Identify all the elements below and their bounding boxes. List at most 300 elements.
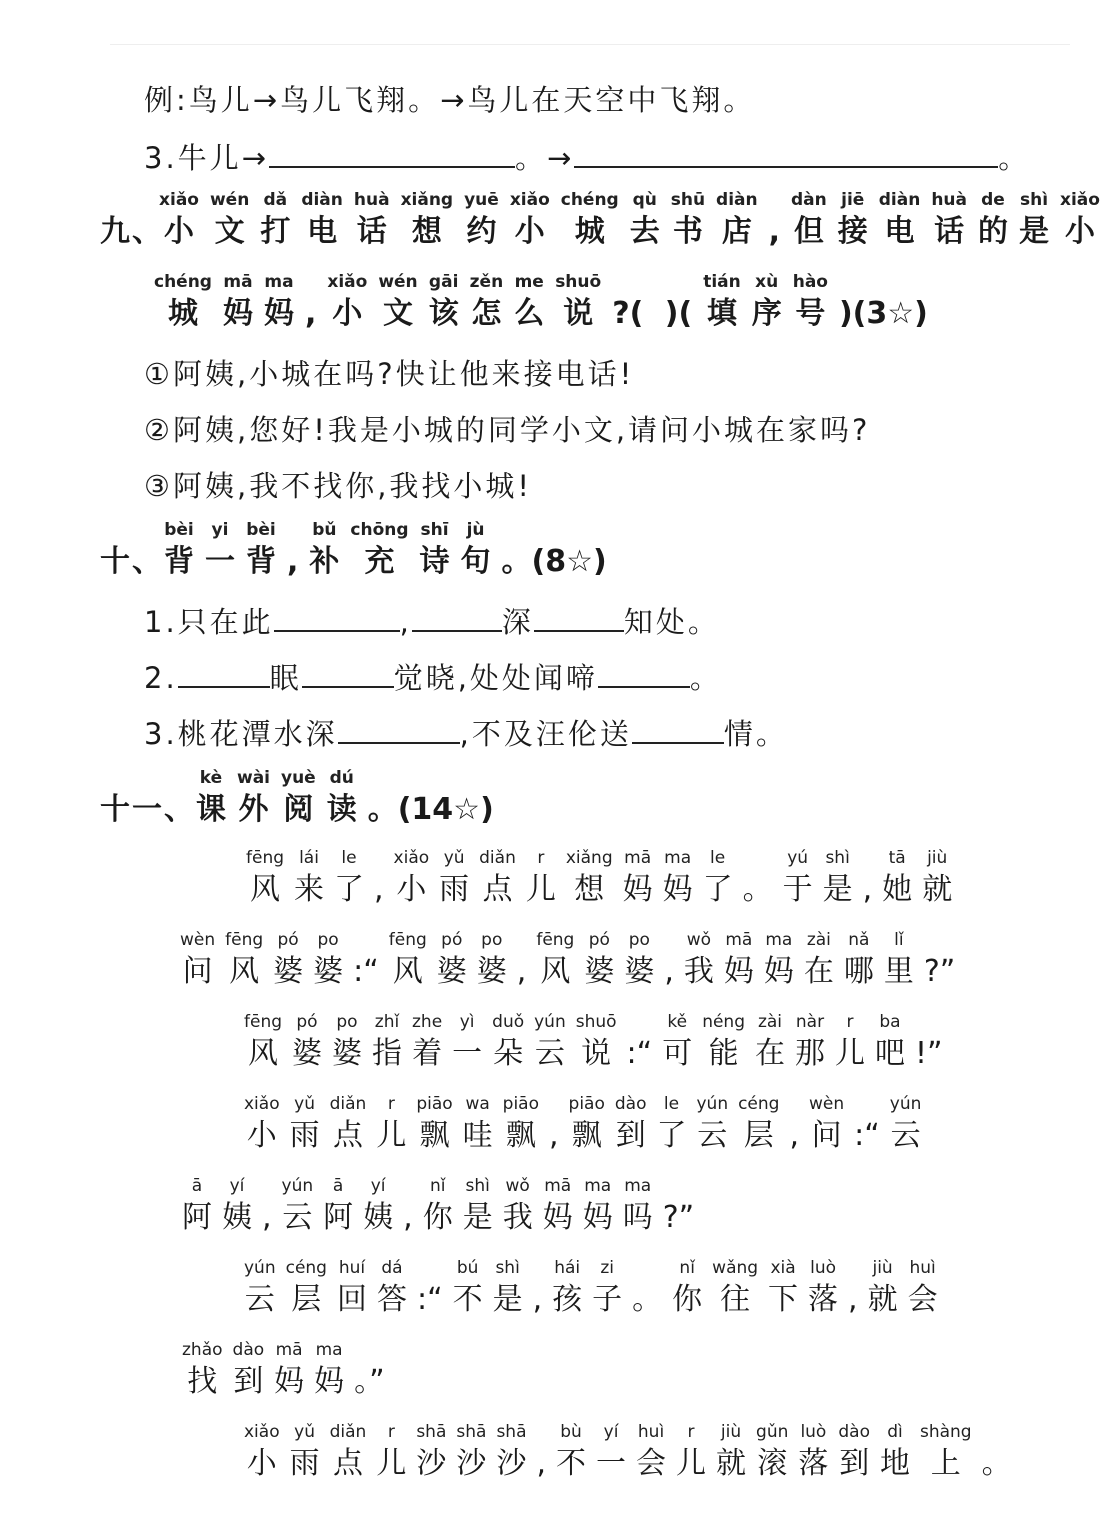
hanzi: 哇 [462, 1118, 493, 1153]
poem-line-3 [144, 712, 788, 753]
poem-text: 眠 [269, 661, 302, 695]
hanzi: 读 [326, 792, 357, 827]
hanzi: 么 [514, 296, 545, 331]
pinyin: jiù [922, 848, 953, 868]
pinyin [537, 1422, 547, 1446]
hanzi-with-pinyin [1060, 190, 1100, 249]
hanzi-with-pinyin [703, 272, 741, 331]
punctuation [517, 954, 527, 989]
hanzi: 你 [672, 1282, 703, 1317]
hanzi: 沙 [496, 1446, 527, 1481]
punctuation [417, 1282, 443, 1317]
pinyin [305, 272, 316, 296]
pinyin: shū [670, 190, 706, 210]
hanzi: , [664, 954, 674, 989]
hanzi-with-pinyin [662, 848, 693, 907]
pinyin: yún [281, 1176, 314, 1196]
punctuation [354, 1364, 385, 1399]
hanzi: 雨 [439, 872, 470, 907]
hanzi-with-pinyin [246, 848, 285, 907]
hanzi-with-pinyin [672, 1258, 703, 1317]
pinyin: shā [496, 1422, 527, 1442]
hanzi-with-pinyin [560, 190, 619, 249]
hanzi-with-pinyin [514, 272, 545, 331]
pinyin: fēng [244, 1012, 283, 1032]
hanzi: 落 [808, 1282, 839, 1317]
hanzi: 。 [981, 1446, 1012, 1481]
pinyin: luò [798, 1422, 829, 1442]
answer-blank[interactable] [574, 142, 998, 168]
answer-blank[interactable] [269, 142, 515, 168]
hanzi-with-pinyin [919, 1422, 972, 1481]
hanzi: 妈 [723, 954, 754, 989]
hanzi-with-pinyin [837, 190, 868, 249]
hanzi-with-pinyin [154, 272, 212, 331]
hanzi-with-pinyin [292, 1012, 322, 1071]
punctuation [549, 1118, 559, 1153]
hanzi-with-pinyin [237, 768, 271, 827]
answer-blank[interactable] [534, 606, 624, 632]
hanzi: , [304, 296, 317, 331]
pinyin [368, 768, 494, 792]
pinyin: piāo [568, 1094, 605, 1114]
hanzi-with-pinyin [372, 1012, 402, 1071]
hanzi-with-pinyin [875, 1012, 905, 1071]
pinyin: gǔn [756, 1422, 789, 1442]
hanzi: 风 [225, 954, 264, 989]
hanzi-with-pinyin [222, 272, 253, 331]
hanzi: 了 [702, 872, 733, 907]
hanzi-with-pinyin [273, 930, 304, 989]
hanzi-with-pinyin [428, 272, 459, 331]
hanzi: 着 [412, 1036, 443, 1071]
hanzi: 不 [556, 1446, 587, 1481]
pinyin: ma [662, 848, 693, 868]
hanzi-with-pinyin [883, 930, 914, 989]
pinyin: me [514, 272, 545, 292]
pinyin: xiǎng [400, 190, 454, 210]
answer-blank[interactable] [274, 606, 400, 632]
pinyin: wèn [180, 930, 216, 950]
pinyin: r [376, 1094, 407, 1114]
hanzi-with-pinyin [439, 848, 470, 907]
hanzi-with-pinyin [636, 1422, 667, 1481]
pinyin: bèi [164, 520, 194, 540]
pinyin: diǎn [479, 848, 516, 868]
pinyin: fēng [536, 930, 575, 950]
pinyin: zài [755, 1012, 785, 1032]
pinyin: yún [534, 1012, 566, 1032]
poem-text: 知处。 [623, 605, 720, 639]
hanzi-with-pinyin [469, 272, 504, 331]
hanzi-with-pinyin [378, 272, 418, 331]
hanzi-with-pinyin [326, 768, 357, 827]
hanzi-with-pinyin [363, 1176, 394, 1235]
pinyin [632, 1258, 662, 1282]
q3-start: 3.牛儿→ [144, 141, 269, 175]
hanzi-with-pinyin [323, 1176, 354, 1235]
pinyin: yún [889, 1094, 922, 1114]
hanzi-with-pinyin [289, 1094, 320, 1153]
hanzi-with-pinyin [180, 930, 216, 989]
hanzi-with-pinyin [476, 930, 507, 989]
hanzi: 她 [882, 872, 913, 907]
hanzi-with-pinyin [596, 1422, 627, 1481]
answer-blank[interactable] [412, 606, 502, 632]
hanzi: 雨 [289, 1446, 320, 1481]
pinyin: zài [803, 930, 834, 950]
question-3 [144, 136, 1030, 177]
pinyin: r [676, 1422, 707, 1442]
pinyin: yǔ [289, 1094, 320, 1114]
hanzi-with-pinyin [313, 930, 344, 989]
pinyin: po [476, 930, 507, 950]
hanzi-with-pinyin [376, 1094, 407, 1153]
hanzi-with-pinyin [907, 1258, 938, 1317]
hanzi: 地 [879, 1446, 910, 1481]
answer-blank[interactable] [302, 662, 394, 688]
hanzi: 电 [301, 214, 343, 249]
hanzi-with-pinyin [670, 190, 706, 249]
hanzi-with-pinyin [182, 1340, 223, 1399]
pinyin: yí [596, 1422, 627, 1442]
pinyin: yi [205, 520, 235, 540]
hanzi-with-pinyin [509, 190, 550, 249]
pinyin: yí [222, 1176, 252, 1196]
hanzi: 你 [422, 1200, 453, 1235]
pinyin: wǒ [502, 1176, 533, 1196]
hanzi: :“ [353, 954, 379, 989]
hanzi: 补 [309, 544, 340, 579]
hanzi-with-pinyin [285, 1258, 327, 1317]
hanzi: 朵 [492, 1036, 525, 1071]
hanzi-with-pinyin [525, 848, 556, 907]
pinyin: yuē [464, 190, 499, 210]
hanzi: !” [915, 1036, 943, 1071]
hanzi: 雨 [289, 1118, 320, 1153]
hanzi: 云 [281, 1200, 314, 1235]
hanzi: 点 [479, 872, 516, 907]
hanzi: 儿 [676, 1446, 707, 1481]
pinyin: zi [592, 1258, 623, 1278]
option-2[interactable]: ②阿姨,您好!我是小城的同学小文,请问小城在家吗? [144, 413, 871, 447]
pinyin [549, 1094, 559, 1118]
hanzi: 约 [464, 214, 499, 249]
pinyin: kè [196, 768, 226, 788]
pinyin: nǎ [843, 930, 874, 950]
hanzi-with-pinyin [209, 190, 250, 249]
pinyin: wǒ [683, 930, 714, 950]
hanzi-with-pinyin [822, 848, 853, 907]
pinyin: piāo [416, 1094, 453, 1114]
hanzi-with-pinyin [294, 848, 324, 907]
hanzi-with-pinyin [263, 272, 294, 331]
hanzi-with-pinyin [568, 1094, 605, 1153]
pinyin: xiǎo [159, 190, 199, 210]
hanzi: 不 [452, 1282, 483, 1317]
hanzi-with-pinyin [244, 1422, 280, 1481]
hanzi-with-pinyin [716, 190, 758, 249]
hanzi-with-pinyin [309, 520, 340, 579]
hanzi: 妈 [763, 954, 794, 989]
pinyin: huí [336, 1258, 367, 1278]
hanzi: 我 [683, 954, 714, 989]
hanzi-with-pinyin [289, 1422, 320, 1481]
hanzi: 点 [329, 1446, 367, 1481]
pinyin: kě [662, 1012, 693, 1032]
hanzi: 话 [931, 214, 967, 249]
hanzi: 小 [244, 1118, 280, 1153]
pinyin [654, 272, 692, 296]
example-sentence: 例:鸟儿→鸟儿飞翔。→鸟儿在天空中飞翔。 [144, 83, 756, 117]
hanzi: 往 [712, 1282, 759, 1317]
hanzi: 婆 [436, 954, 467, 989]
hanzi-with-pinyin [422, 1176, 453, 1235]
hanzi: 妈 [274, 1364, 305, 1399]
pinyin: céng [738, 1094, 780, 1114]
hanzi-with-pinyin [662, 1012, 693, 1071]
hanzi-with-pinyin [696, 1094, 729, 1153]
option-3[interactable]: ③阿姨,我不找你,我找小城! [144, 469, 533, 503]
hanzi: 城 [560, 214, 619, 249]
hanzi: :“ [854, 1118, 880, 1153]
hanzi-with-pinyin [556, 1422, 587, 1481]
section-9-line-1 [100, 190, 1111, 250]
hanzi: 婆 [476, 954, 507, 989]
hanzi: 文 [209, 214, 250, 249]
hanzi-with-pinyin [244, 1012, 283, 1071]
pinyin: yún [696, 1094, 729, 1114]
hanzi: :“ [416, 1282, 443, 1317]
pinyin: fēng [388, 930, 427, 950]
pinyin: chōng [350, 520, 409, 540]
pinyin: bù [556, 1422, 587, 1442]
pinyin: xiǎo [327, 272, 368, 292]
hanzi-with-pinyin [244, 1094, 280, 1153]
hanzi: 。 [742, 872, 773, 907]
pinyin [664, 930, 674, 954]
hanzi-with-pinyin [809, 1094, 845, 1153]
hanzi: , [848, 1282, 858, 1317]
answer-blank[interactable] [598, 662, 690, 688]
hanzi: 妈 [314, 1364, 345, 1399]
hanzi-with-pinyin [889, 1094, 922, 1153]
pinyin: mā [274, 1340, 305, 1360]
poem-text: 情。 [723, 717, 788, 751]
hanzi-with-pinyin [622, 848, 653, 907]
hanzi: 风 [244, 1036, 282, 1071]
hanzi: 于 [782, 872, 813, 907]
hanzi: 找 [182, 1364, 223, 1399]
pinyin [287, 520, 298, 544]
hanzi: 妈 [542, 1200, 573, 1235]
pinyin: shì [1019, 190, 1049, 210]
hanzi-with-pinyin [882, 848, 913, 907]
pinyin: huà [353, 190, 390, 210]
hanzi: 小 [327, 296, 368, 331]
hanzi: , [516, 954, 527, 989]
poem-text: 2. [144, 661, 178, 695]
pinyin: jiē [837, 190, 868, 210]
pinyin [502, 520, 607, 544]
pinyin: lǐ [883, 930, 914, 950]
hanzi: 到 [614, 1118, 647, 1153]
pinyin: yì [452, 1012, 483, 1032]
poem-text: 3.桃花潭水深 [144, 717, 338, 751]
q3-mid: 。→ [514, 141, 575, 175]
pinyin: bèi [246, 520, 276, 540]
pinyin [924, 930, 955, 954]
hanzi-with-pinyin [584, 930, 615, 989]
pinyin: pó [273, 930, 304, 950]
passage-line [246, 848, 962, 908]
pinyin: mā [222, 272, 253, 292]
hanzi-with-pinyin [763, 930, 794, 989]
pinyin: lái [294, 848, 324, 868]
pinyin: nǐ [422, 1176, 453, 1196]
hanzi: 说 [555, 296, 602, 331]
pinyin: wa [462, 1094, 493, 1114]
hanzi: 飘 [568, 1118, 605, 1153]
poem-text: 。 [689, 661, 722, 695]
hanzi: )(3☆) [838, 296, 928, 331]
punctuation [262, 1200, 272, 1235]
answer-blank[interactable] [338, 718, 460, 744]
hanzi-with-pinyin [702, 848, 733, 907]
pinyin: nàr [795, 1012, 825, 1032]
pinyin: dào [838, 1422, 870, 1442]
hanzi-with-pinyin [922, 848, 953, 907]
hanzi-with-pinyin [552, 1258, 583, 1317]
pinyin: r [525, 848, 556, 868]
pinyin [627, 1012, 653, 1036]
punctuation [982, 1446, 1012, 1481]
pinyin: le [656, 1094, 687, 1114]
hanzi: 妈 [662, 872, 693, 907]
pinyin: luò [808, 1258, 839, 1278]
hanzi-with-pinyin [502, 1094, 539, 1153]
poem-text: 1.只在此 [144, 605, 274, 639]
hanzi-with-pinyin [400, 190, 454, 249]
pinyin [743, 848, 773, 872]
pinyin: ā [323, 1176, 354, 1196]
hanzi: 风 [536, 954, 575, 989]
hanzi: :“ [626, 1036, 653, 1071]
pinyin: jiù [867, 1258, 898, 1278]
option-1[interactable]: ①阿姨,小城在吗?快让他来接电话! [144, 357, 635, 391]
pinyin: shī [419, 520, 450, 540]
hanzi: , [549, 1118, 559, 1153]
hanzi-with-pinyin [492, 1012, 525, 1071]
hanzi: , [262, 1200, 272, 1235]
pinyin: nǐ [672, 1258, 703, 1278]
punctuation [368, 792, 494, 827]
hanzi-with-pinyin [159, 190, 199, 249]
pinyin [354, 1340, 385, 1364]
hanzi-with-pinyin [225, 930, 264, 989]
hanzi: 号 [792, 296, 828, 331]
passage-line [244, 1422, 1022, 1482]
hanzi: 就 [922, 872, 953, 907]
pinyin: mā [542, 1176, 573, 1196]
pinyin: wén [378, 272, 418, 292]
hanzi: 到 [232, 1364, 265, 1399]
hanzi-with-pinyin [624, 930, 655, 989]
hanzi: 小 [244, 1446, 280, 1481]
hanzi: 一 [452, 1036, 483, 1071]
hanzi-with-pinyin [755, 1012, 785, 1071]
hanzi: 该 [428, 296, 459, 331]
pinyin: ma [622, 1176, 653, 1196]
pinyin [612, 272, 643, 296]
passage-line [244, 1258, 948, 1318]
hanzi-with-pinyin [756, 1422, 789, 1481]
hanzi: 到 [838, 1446, 870, 1481]
hanzi: 小 [509, 214, 550, 249]
hanzi: 飘 [502, 1118, 539, 1153]
punctuation [287, 544, 298, 579]
pinyin [353, 930, 379, 954]
hanzi: 儿 [376, 1446, 407, 1481]
hanzi: , [536, 1446, 547, 1481]
hanzi-with-pinyin [388, 930, 427, 989]
hanzi-with-pinyin [496, 1422, 527, 1481]
hanzi-with-pinyin [555, 272, 602, 331]
hanzi: 一 [205, 544, 235, 579]
punctuation [403, 1200, 413, 1235]
pinyin [769, 190, 780, 214]
hanzi-with-pinyin [260, 190, 291, 249]
hanzi: 课 [196, 792, 226, 827]
pinyin: zhǐ [372, 1012, 402, 1032]
passage-line [244, 1012, 953, 1072]
hanzi-with-pinyin [867, 1258, 898, 1317]
hanzi: 想 [400, 214, 454, 249]
pinyin: shuō [575, 1012, 617, 1032]
answer-blank[interactable] [632, 718, 724, 744]
pinyin: de [978, 190, 1008, 210]
hanzi: 云 [534, 1036, 566, 1071]
pinyin: r [835, 1012, 865, 1032]
hanzi-with-pinyin [879, 1422, 910, 1481]
hanzi-with-pinyin [712, 1258, 759, 1317]
hanzi-with-pinyin [329, 1094, 367, 1153]
hanzi-with-pinyin [534, 1012, 566, 1071]
pinyin: fēng [225, 930, 264, 950]
hanzi: )( [654, 296, 693, 331]
hanzi: 问 [180, 954, 216, 989]
hanzi-with-pinyin [536, 930, 575, 989]
answer-blank[interactable] [178, 662, 270, 688]
pinyin: shì [492, 1258, 523, 1278]
pinyin: shì [822, 848, 853, 868]
pinyin: jù [460, 520, 491, 540]
pinyin: chéng [154, 272, 212, 292]
pinyin [262, 1176, 272, 1200]
hanzi: 接 [837, 214, 868, 249]
hanzi-with-pinyin [702, 1012, 745, 1071]
pinyin [789, 1094, 799, 1118]
hanzi-with-pinyin [792, 272, 828, 331]
poem-text: ,不及汪伦送 [459, 717, 632, 751]
pinyin [854, 1094, 880, 1118]
hanzi: 一 [596, 1446, 627, 1481]
hanzi: 那 [795, 1036, 825, 1071]
hanzi: 问 [809, 1118, 845, 1153]
pinyin [848, 1258, 858, 1282]
hanzi: 去 [629, 214, 660, 249]
hanzi: 云 [244, 1282, 276, 1317]
